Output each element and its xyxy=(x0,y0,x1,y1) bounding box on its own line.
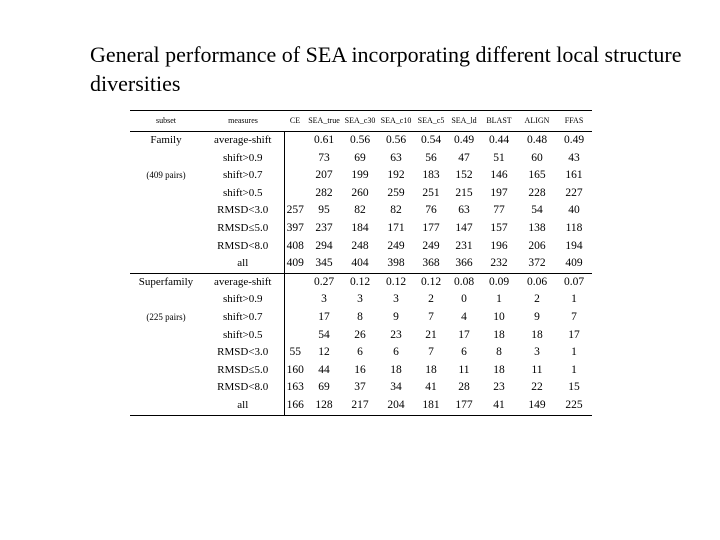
value-cell xyxy=(284,167,306,185)
value-cell: 55 xyxy=(284,344,306,362)
table-row xyxy=(130,273,592,291)
value-cell xyxy=(284,291,306,309)
value-cell: 0.12 xyxy=(414,273,448,291)
value-cell: 34 xyxy=(390,381,402,394)
value-cell: 183 xyxy=(422,169,440,182)
value-cell: 227 xyxy=(565,186,583,199)
value-cell: 11 xyxy=(531,363,543,376)
subset-cell xyxy=(130,202,202,220)
value-cell: 206 xyxy=(528,239,546,252)
value-cell: 0.12 xyxy=(378,273,414,291)
value-cell: 215 xyxy=(455,186,473,199)
value-cell: 6 xyxy=(393,346,399,359)
table-row xyxy=(130,327,592,345)
measure-cell: shift>0.5 xyxy=(222,328,263,341)
value-cell: 0.09 xyxy=(480,273,518,291)
value-cell: 0.44 xyxy=(480,132,518,150)
value-cell: 248 xyxy=(351,239,369,252)
table-row xyxy=(130,185,592,203)
table-row xyxy=(130,202,592,220)
value-cell: 43 xyxy=(568,151,580,164)
value-cell: 345 xyxy=(315,257,333,270)
value-cell: 404 xyxy=(351,257,369,270)
value-cell: 82 xyxy=(354,204,366,217)
value-cell: 23 xyxy=(390,328,402,341)
value-cell: 177 xyxy=(448,397,480,415)
subset-cell xyxy=(130,291,202,309)
value-cell: 77 xyxy=(493,204,505,217)
value-cell: 18 xyxy=(493,363,505,376)
value-cell: 17 xyxy=(458,328,470,341)
value-cell: 0.27 xyxy=(306,273,342,291)
value-cell: 0.06 xyxy=(518,273,556,291)
subset-cell: Family xyxy=(130,132,202,150)
value-cell: 0.12 xyxy=(342,273,378,291)
value-cell: 63 xyxy=(458,204,470,217)
value-cell: 15 xyxy=(568,381,580,394)
header-cell: BLAST xyxy=(480,111,518,132)
value-cell: 0.54 xyxy=(414,132,448,150)
value-cell: 2 xyxy=(428,293,434,306)
value-cell: 294 xyxy=(315,239,333,252)
value-cell: 231 xyxy=(455,239,473,252)
value-cell: 160 xyxy=(284,362,306,380)
measure-cell: shift>0.9 xyxy=(222,293,263,306)
measure-cell: RMSD<8.0 xyxy=(217,239,269,252)
table-row xyxy=(130,238,592,256)
value-cell: 7 xyxy=(428,346,434,359)
table-row xyxy=(130,220,592,238)
value-cell: 199 xyxy=(351,169,369,182)
value-cell: 28 xyxy=(458,381,470,394)
value-cell: 161 xyxy=(565,169,583,182)
value-cell: 7 xyxy=(571,310,577,323)
value-cell xyxy=(284,309,306,327)
table-row xyxy=(130,397,592,415)
value-cell: 177 xyxy=(422,221,440,234)
value-cell: 0.49 xyxy=(448,132,480,150)
value-cell: 12 xyxy=(318,346,330,359)
subset-cell: Superfamily xyxy=(130,273,202,291)
value-cell: 0.48 xyxy=(518,132,556,150)
value-cell: 1 xyxy=(496,293,502,306)
measure-cell: RMSD<8.0 xyxy=(217,381,269,394)
table-row xyxy=(130,344,592,362)
subset-cell xyxy=(130,379,202,397)
value-cell: 217 xyxy=(342,397,378,415)
value-cell: 4 xyxy=(461,310,467,323)
value-cell: 366 xyxy=(455,257,473,270)
value-cell: 166 xyxy=(284,397,306,415)
value-cell: 257 xyxy=(284,202,306,220)
table-row xyxy=(130,167,592,185)
value-cell: 47 xyxy=(458,151,470,164)
value-cell: 16 xyxy=(354,363,366,376)
value-cell: 8 xyxy=(496,346,502,359)
value-cell: 128 xyxy=(306,397,342,415)
performance-table xyxy=(130,110,592,416)
measure-cell: average-shift xyxy=(202,273,284,291)
value-cell: 17 xyxy=(318,310,330,323)
value-cell: 63 xyxy=(390,151,402,164)
measure-cell: RMSD≤5.0 xyxy=(217,363,269,376)
measure-cell: RMSD≤5.0 xyxy=(217,221,269,234)
value-cell: 192 xyxy=(387,169,405,182)
subset-cell xyxy=(130,397,202,415)
value-cell: 146 xyxy=(490,169,508,182)
subset-cell xyxy=(130,185,202,203)
value-cell: 11 xyxy=(458,363,470,376)
value-cell: 138 xyxy=(528,221,546,234)
value-cell: 2 xyxy=(534,293,540,306)
subset-cell xyxy=(130,327,202,345)
value-cell: 82 xyxy=(390,204,402,217)
value-cell: 207 xyxy=(315,169,333,182)
value-cell: 372 xyxy=(528,257,546,270)
value-cell: 0.61 xyxy=(306,132,342,150)
value-cell xyxy=(284,185,306,203)
table-row xyxy=(130,255,592,273)
value-cell: 368 xyxy=(422,257,440,270)
value-cell: 8 xyxy=(357,310,363,323)
measure-cell: RMSD<3.0 xyxy=(217,204,269,217)
value-cell: 194 xyxy=(565,239,583,252)
table-row xyxy=(130,362,592,380)
value-cell: 22 xyxy=(531,381,543,394)
value-cell: 398 xyxy=(387,257,405,270)
subset-cell xyxy=(130,220,202,238)
value-cell: 196 xyxy=(490,239,508,252)
value-cell: 228 xyxy=(528,186,546,199)
subset-cell: (409 pairs) xyxy=(146,170,186,181)
value-cell: 41 xyxy=(480,397,518,415)
measure-cell: average-shift xyxy=(202,132,284,150)
value-cell xyxy=(284,150,306,168)
value-cell: 18 xyxy=(425,363,437,376)
value-cell: 0.08 xyxy=(448,273,480,291)
measure-cell: shift>0.9 xyxy=(222,151,263,164)
value-cell: 409 xyxy=(284,255,306,273)
subset-cell xyxy=(130,255,202,273)
value-cell: 26 xyxy=(354,328,366,341)
value-cell: 9 xyxy=(534,310,540,323)
value-cell: 17 xyxy=(568,328,580,341)
value-cell: 69 xyxy=(354,151,366,164)
subset-cell: (225 pairs) xyxy=(146,311,186,322)
header-cell: FFAS xyxy=(556,111,592,132)
performance-table-image xyxy=(130,110,592,418)
value-cell: 6 xyxy=(357,346,363,359)
value-cell: 232 xyxy=(490,257,508,270)
value-cell: 76 xyxy=(425,204,437,217)
value-cell: 54 xyxy=(531,204,543,217)
table-body xyxy=(130,132,592,416)
value-cell: 9 xyxy=(393,310,399,323)
value-cell xyxy=(284,132,306,150)
value-cell: 171 xyxy=(387,221,405,234)
value-cell: 6 xyxy=(461,346,467,359)
table-header-row xyxy=(130,111,592,132)
value-cell: 237 xyxy=(315,221,333,234)
subset-cell xyxy=(130,362,202,380)
value-cell: 18 xyxy=(493,328,505,341)
value-cell: 0.56 xyxy=(378,132,414,150)
header-cell: CE xyxy=(284,111,306,132)
value-cell: 3 xyxy=(534,346,540,359)
table-row xyxy=(130,379,592,397)
subset-cell xyxy=(130,150,202,168)
value-cell: 60 xyxy=(531,151,543,164)
value-cell: 7 xyxy=(428,310,434,323)
value-cell: 204 xyxy=(378,397,414,415)
slide-title: General performance of SEA incorporating different local structure diversities xyxy=(90,42,682,96)
value-cell: 197 xyxy=(490,186,508,199)
value-cell: 3 xyxy=(357,293,363,306)
value-cell: 408 xyxy=(284,238,306,256)
value-cell: 3 xyxy=(321,293,327,306)
measure-cell: all xyxy=(202,397,284,415)
value-cell: 69 xyxy=(318,381,330,394)
value-cell: 249 xyxy=(422,239,440,252)
value-cell: 41 xyxy=(425,381,437,394)
value-cell: 0 xyxy=(461,293,467,306)
table-row xyxy=(130,291,592,309)
measure-cell: shift>0.7 xyxy=(222,169,263,182)
value-cell: 157 xyxy=(490,221,508,234)
value-cell: 40 xyxy=(568,204,580,217)
value-cell: 397 xyxy=(284,220,306,238)
value-cell: 147 xyxy=(455,221,473,234)
table-row xyxy=(130,150,592,168)
value-cell: 0.49 xyxy=(556,132,592,150)
value-cell: 409 xyxy=(565,257,583,270)
value-cell: 249 xyxy=(387,239,405,252)
value-cell: 23 xyxy=(493,381,505,394)
subset-cell xyxy=(130,238,202,256)
measure-cell: all xyxy=(237,257,249,270)
value-cell: 0.07 xyxy=(556,273,592,291)
value-cell: 51 xyxy=(493,151,505,164)
subset-cell xyxy=(130,344,202,362)
value-cell: 18 xyxy=(390,363,402,376)
header-cell: ALIGN xyxy=(518,111,556,132)
value-cell xyxy=(284,273,306,291)
value-cell: 1 xyxy=(571,346,577,359)
value-cell: 44 xyxy=(318,363,330,376)
value-cell: 251 xyxy=(422,186,440,199)
table-row xyxy=(130,132,592,150)
value-cell: 1 xyxy=(571,293,577,306)
value-cell: 149 xyxy=(518,397,556,415)
value-cell: 54 xyxy=(318,328,330,341)
value-cell: 21 xyxy=(425,328,437,341)
value-cell: 118 xyxy=(565,221,583,234)
value-cell: 163 xyxy=(284,379,306,397)
header-cell: SEA_true xyxy=(306,111,342,132)
value-cell: 0.56 xyxy=(342,132,378,150)
header-cell: SEA_c10 xyxy=(378,111,414,132)
header-cell: SEA_c5 xyxy=(414,111,448,132)
header-cell: SEA_c30 xyxy=(342,111,378,132)
measure-cell: shift>0.5 xyxy=(222,186,263,199)
measure-cell: shift>0.7 xyxy=(222,310,263,323)
value-cell: 18 xyxy=(531,328,543,341)
header-cell: subset xyxy=(130,111,202,132)
value-cell: 95 xyxy=(318,204,330,217)
value-cell: 225 xyxy=(556,397,592,415)
value-cell: 260 xyxy=(351,186,369,199)
value-cell: 37 xyxy=(354,381,366,394)
value-cell: 165 xyxy=(528,169,546,182)
value-cell: 282 xyxy=(315,186,333,199)
header-cell: SEA_ld xyxy=(448,111,480,132)
value-cell xyxy=(284,327,306,345)
header-cell: measures xyxy=(202,111,284,132)
value-cell: 3 xyxy=(393,293,399,306)
value-cell: 73 xyxy=(318,151,330,164)
value-cell: 152 xyxy=(455,169,473,182)
value-cell: 184 xyxy=(351,221,369,234)
value-cell: 10 xyxy=(493,310,505,323)
value-cell: 1 xyxy=(571,363,577,376)
value-cell: 259 xyxy=(387,186,405,199)
measure-cell: RMSD<3.0 xyxy=(217,346,269,359)
value-cell: 56 xyxy=(425,151,437,164)
value-cell: 181 xyxy=(414,397,448,415)
table-row xyxy=(130,309,592,327)
